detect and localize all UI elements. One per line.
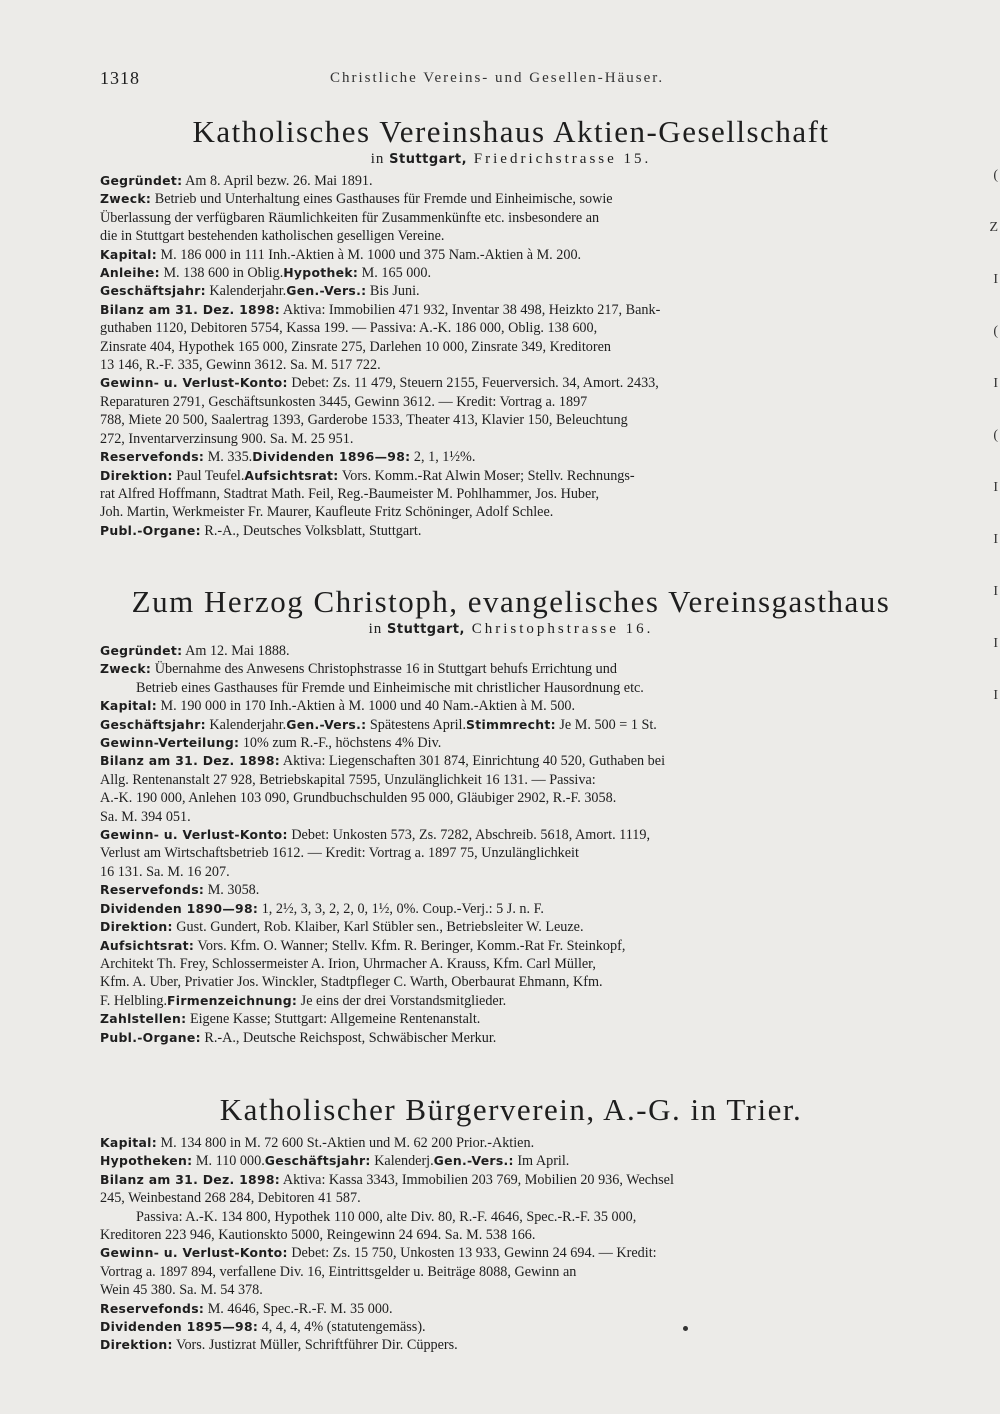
field-text: F. Helbling. xyxy=(100,992,168,1009)
field-label: Publ.-Organe: xyxy=(100,522,201,538)
field-label: Direktion: xyxy=(100,919,173,935)
field-text: M. 4646, Spec.-R.-F. M. 35 000. xyxy=(204,1300,393,1317)
entry-title: Katholischer Bürgerverein, A.-G. in Trier. xyxy=(219,1092,803,1127)
text-line xyxy=(100,771,922,789)
field-label: Bilanz am 31. Dez. 1898: xyxy=(100,753,281,769)
field-text: Vors. Justizrat Müller, Schriftführer Dir. Cüppers. xyxy=(172,1337,458,1354)
field-label: Hypotheken: xyxy=(100,1153,193,1169)
field-text: 2, 1, 1½%. xyxy=(410,449,476,466)
text-line xyxy=(100,642,922,660)
text-line xyxy=(100,356,922,374)
field-text: die in Stuttgart bestehenden katholischen geselligen Vereine. xyxy=(100,228,445,245)
field-text: A.-K. 190 000, Anlehen 103 090, Grundbuchschulden 95 000, Gläubiger 2902, R.-F. 3058. xyxy=(100,790,617,807)
entry-zum-herzog-christoph xyxy=(100,584,922,1047)
field-text: Aktiva: Liegenschaften 301 874, Einrichtung 40 520, Guthaben bei xyxy=(280,753,666,770)
text-line xyxy=(100,374,922,392)
entry-body xyxy=(100,1134,922,1355)
field-text: 788, Miete 20 500, Saalertrag 1393, Garderobe 1533, Theater 413, Klavier 150, Beleuchtung xyxy=(100,412,628,429)
field-label: Gewinn- u. Verlust-Konto: xyxy=(100,1245,288,1261)
entry-body xyxy=(100,642,922,1047)
text-line xyxy=(100,789,922,807)
adjacent-page-edge-marks xyxy=(984,150,998,722)
text-line xyxy=(100,992,922,1010)
text-line xyxy=(100,918,922,936)
field-label: Aufsichtsrat: xyxy=(244,467,339,483)
text-line xyxy=(100,282,922,300)
text-line xyxy=(100,1263,922,1281)
field-text: 10% zum R.-F., höchstens 4% Div. xyxy=(239,735,442,752)
field-label: Dividenden 1895—98: xyxy=(100,1319,259,1335)
text-line xyxy=(100,319,922,337)
entry-body xyxy=(100,172,922,540)
text-line xyxy=(100,716,922,734)
field-label: Gen.-Vers.: xyxy=(286,716,367,732)
field-label: Gewinn- u. Verlust-Konto: xyxy=(100,827,288,843)
edge-mark: I xyxy=(993,688,998,703)
text-line xyxy=(100,660,922,678)
field-text: M. 3058. xyxy=(204,882,260,899)
text-line xyxy=(100,1189,922,1207)
field-label: Reservefonds: xyxy=(100,882,205,898)
field-text: Gust. Gundert, Rob. Klaiber, Karl Stübler sen., Betriebsleiter W. Leuze. xyxy=(172,919,584,936)
field-label: Gen.-Vers.: xyxy=(433,1153,514,1169)
field-label: Dividenden 1890—98: xyxy=(100,900,259,916)
field-text: Reparaturen 2791, Geschäftsunkosten 3445, Gewinn 3612. — Kredit: Vortrag a. 1897 xyxy=(100,393,588,410)
field-text: Vors. Komm.-Rat Alwin Moser; Stellv. Rechnungs- xyxy=(338,467,635,484)
field-text: Debet: Zs. 15 750, Unkosten 13 933, Gewinn 24 694. — Kredit: xyxy=(287,1245,657,1262)
field-text: Spätestens April. xyxy=(366,716,467,733)
field-text: M. 186 000 in 111 Inh.-Aktien à M. 1000 und 375 Nam.-Aktien à M. 200. xyxy=(156,246,582,263)
field-text: M. 165 000. xyxy=(358,265,432,282)
text-line xyxy=(100,338,922,356)
field-label: Bilanz am 31. Dez. 1898: xyxy=(100,301,281,317)
field-text: M. 134 800 in M. 72 600 St.-Aktien und M. 62 200 Prior.-Aktien. xyxy=(156,1135,535,1151)
field-text: guthaben 1120, Debitoren 5754, Kassa 199. — Passiva: A.-K. 186 000, Oblig. 138 600, xyxy=(100,320,598,337)
edge-mark: I xyxy=(993,272,998,287)
field-label: Aufsichtsrat: xyxy=(100,937,195,953)
field-label: Zweck: xyxy=(100,661,152,677)
text-line xyxy=(100,1300,922,1318)
edge-mark: ( xyxy=(993,428,998,443)
field-text: Kfm. A. Uber, Privatier Jos. Winckler, Stadtpfleger C. Warth, Oberbaurat Ehmann, Kfm. xyxy=(100,974,603,991)
field-label: Anleihe: xyxy=(100,265,160,281)
print-speck xyxy=(683,1326,688,1331)
text-line xyxy=(100,1010,922,1028)
field-label: Gegründet: xyxy=(100,173,183,188)
field-text: R.-A., Deutsches Volksblatt, Stuttgart. xyxy=(200,522,422,539)
text-line xyxy=(100,808,922,826)
field-label: Gewinn- u. Verlust-Konto: xyxy=(100,375,288,391)
edge-mark: I xyxy=(993,532,998,547)
text-line xyxy=(100,467,922,485)
field-text: Zinsrate 404, Hypothek 165 000, Zinsrate 275, Darlehen 10 000, Zinsrate 349, Kreditoren xyxy=(100,338,612,355)
text-line xyxy=(100,301,922,319)
field-label: Stimmrecht: xyxy=(466,716,556,732)
entry-katholisches-vereinshaus xyxy=(100,114,922,540)
text-line xyxy=(100,209,922,227)
text-line xyxy=(100,264,922,282)
field-text: rat Alfred Hoffmann, Stadtrat Math. Feil, Reg.-Baumeister M. Pohlhammer, Jos. Huber, xyxy=(100,485,600,502)
field-label: Gewinn-Verteilung: xyxy=(100,735,240,751)
field-text: Verlust am Wirtschaftsbetrieb 1612. — Kredit: Vortrag a. 1897 75, Unzulänglichkeit xyxy=(100,845,579,862)
field-text: Je M. 500 = 1 St. xyxy=(555,716,657,733)
edge-mark: I xyxy=(993,376,998,391)
field-label: Publ.-Organe: xyxy=(100,1029,201,1045)
text-line xyxy=(100,1152,922,1170)
text-line xyxy=(100,430,922,448)
text-line xyxy=(100,172,922,190)
field-text: Überlassung der verfügbaren Räumlichkeiten für Zusammenkünfte etc. insbesondere an xyxy=(100,209,600,226)
text-line xyxy=(100,1208,922,1226)
edge-mark: ( xyxy=(993,324,998,339)
field-label: Bilanz am 31. Dez. 1898: xyxy=(100,1171,281,1187)
edge-mark: I xyxy=(993,480,998,495)
field-label: Direktion: xyxy=(100,467,173,483)
field-label: Direktion: xyxy=(100,1337,173,1353)
field-text: Aktiva: Kassa 3343, Immobilien 203 769, Mobilien 20 936, Wechsel xyxy=(280,1171,674,1188)
text-line xyxy=(100,900,922,918)
field-text: Joh. Martin, Werkmeister Fr. Maurer, Kaufleute Fritz Schöninger, Adolf Schlee. xyxy=(100,504,554,521)
text-line xyxy=(100,1171,922,1189)
field-text: Passiva: A.-K. 134 800, Hypothek 110 000, alte Div. 80, R.-F. 4646, Spec.-R.-F. 35 000, xyxy=(136,1208,637,1225)
text-line xyxy=(100,881,922,899)
field-text: Kalenderjahr. xyxy=(205,716,287,733)
text-line xyxy=(100,1029,922,1047)
field-text: 16 131. Sa. M. 16 207. xyxy=(100,863,230,880)
field-text: Vortrag a. 1897 894, verfallene Div. 16, Eintrittsgelder u. Beiträge 8088, Gewinn an xyxy=(100,1263,577,1280)
text-line xyxy=(100,973,922,991)
field-text: 1, 2½, 3, 3, 2, 2, 0, 1½, 0%. Coup.-Verj.: 5 J. n. F. xyxy=(258,900,544,917)
text-line xyxy=(100,863,922,881)
entry-location: in Stuttgart, Friedrichstrasse 15. xyxy=(370,151,652,167)
field-text: M. 335. xyxy=(204,449,253,466)
field-text: Debet: Zs. 11 479, Steuern 2155, Feuerversich. 34, Amort. 2433, xyxy=(287,375,659,392)
field-text: M. 138 600 in Oblig. xyxy=(159,265,284,282)
field-text: Betrieb eines Gasthauses für Fremde und Einheimische mit christlicher Hausordnung etc. xyxy=(136,679,644,696)
field-text: Bis Juni. xyxy=(366,283,420,300)
field-label: Zweck: xyxy=(100,191,152,207)
field-label: Kapital: xyxy=(100,698,157,714)
field-label: Geschäftsjahr: xyxy=(100,716,206,732)
text-line xyxy=(100,679,922,697)
text-line xyxy=(100,1226,922,1244)
edge-mark: Z xyxy=(989,220,998,235)
text-line xyxy=(100,246,922,264)
field-text: Im April. xyxy=(513,1153,570,1170)
field-text: 4, 4, 4, 4% (statutengemäss). xyxy=(258,1319,426,1336)
text-line xyxy=(100,752,922,770)
field-text: Allg. Rentenanstalt 27 928, Betriebskapital 7595, Unzulänglichkeit 16 131. — Passiva: xyxy=(100,771,596,788)
running-title: Christliche Vereins- und Gesellen-Häuser. xyxy=(330,70,665,86)
running-header xyxy=(100,68,920,92)
text-line xyxy=(100,411,922,429)
field-label: Gen.-Vers.: xyxy=(286,283,367,299)
field-label: Dividenden 1896—98: xyxy=(252,449,411,465)
field-text: R.-A., Deutsche Reichspost, Schwäbischer Merkur. xyxy=(200,1029,497,1046)
field-text: Betrieb und Unterhaltung eines Gasthauses für Fremde und Einheimische, sowie xyxy=(151,191,613,208)
entry-location: in Stuttgart, Christophstrasse 16. xyxy=(368,621,654,637)
field-label: Hypothek: xyxy=(283,265,359,281)
text-line xyxy=(100,448,922,466)
field-text: Übernahme des Anwesens Christophstrasse 16 in Stuttgart behufs Errichtung und xyxy=(151,661,617,678)
text-line xyxy=(100,1244,922,1262)
field-text: Aktiva: Immobilien 471 932, Inventar 38 498, Heizkto 217, Bank- xyxy=(280,301,661,318)
text-line xyxy=(100,227,922,245)
entry-katholischer-buergerverein xyxy=(100,1092,922,1355)
field-text: 272, Inventarverzinsung 900. Sa. M. 25 951. xyxy=(100,430,354,447)
field-text: Kalenderj. xyxy=(370,1153,434,1170)
text-line xyxy=(100,937,922,955)
text-line xyxy=(100,1281,922,1299)
field-text: 13 146, R.-F. 335, Gewinn 3612. Sa. M. 517 722. xyxy=(100,357,381,374)
field-text: Architekt Th. Frey, Schlossermeister A. Irion, Uhrmacher A. Krauss, Kfm. Carl Müller, xyxy=(100,955,596,972)
field-label: Reservefonds: xyxy=(100,1300,205,1316)
text-line xyxy=(100,844,922,862)
field-text: Am 12. Mai 1888. xyxy=(182,643,290,659)
field-text: Sa. M. 394 051. xyxy=(100,808,191,825)
field-text: M. 110 000. xyxy=(192,1153,265,1170)
field-text: 245, Weinbestand 268 284, Debitoren 41 587. xyxy=(100,1190,361,1207)
field-text: Debet: Unkosten 573, Zs. 7282, Abschreib. 5618, Amort. 1119, xyxy=(287,827,651,844)
text-line xyxy=(100,1134,922,1152)
field-text: Kalenderjahr. xyxy=(205,283,287,300)
field-text: Wein 45 380. Sa. M. 54 378. xyxy=(100,1282,263,1299)
field-label: Geschäftsjahr: xyxy=(264,1153,371,1169)
field-label: Reservefonds: xyxy=(100,449,205,465)
field-label: Kapital: xyxy=(100,1135,157,1150)
field-label: Gegründet: xyxy=(100,643,183,658)
edge-mark: I xyxy=(993,636,998,651)
text-line xyxy=(100,1318,922,1336)
field-text: Kreditoren 223 946, Kautionskto 5000, Reingewinn 24 694. Sa. M. 538 166. xyxy=(100,1227,536,1244)
entry-title: Katholisches Vereinshaus Aktien-Gesellschaft xyxy=(192,114,830,149)
edge-mark: I xyxy=(993,584,998,599)
field-text: Paul Teufel. xyxy=(172,467,245,484)
field-label: Kapital: xyxy=(100,246,157,262)
page-number: 1318 xyxy=(100,68,140,88)
field-text: Je eins der drei Vorstandsmitglieder. xyxy=(297,992,507,1009)
field-label: Zahlstellen: xyxy=(100,1011,187,1027)
text-line xyxy=(100,190,922,208)
text-line xyxy=(100,734,922,752)
edge-mark: ( xyxy=(993,168,998,183)
text-line xyxy=(100,697,922,715)
entry-title: Zum Herzog Christoph, evangelisches Vereinsgasthaus xyxy=(131,584,891,619)
field-label: Firmenzeichnung: xyxy=(167,992,298,1008)
text-line xyxy=(100,503,922,521)
text-line xyxy=(100,393,922,411)
field-label: Geschäftsjahr: xyxy=(100,283,206,299)
text-line xyxy=(100,1336,922,1354)
text-line xyxy=(100,485,922,503)
field-text: Am 8. April bezw. 26. Mai 1891. xyxy=(182,173,373,189)
field-text: Vors. Kfm. O. Wanner; Stellv. Kfm. R. Beringer, Komm.-Rat Fr. Steinkopf, xyxy=(194,937,626,954)
text-line xyxy=(100,522,922,540)
field-text: Eigene Kasse; Stuttgart: Allgemeine Rentenanstalt. xyxy=(186,1011,481,1028)
field-text: M. 190 000 in 170 Inh.-Aktien à M. 1000 und 40 Nam.-Aktien à M. 500. xyxy=(156,698,576,715)
text-line xyxy=(100,955,922,973)
text-line xyxy=(100,826,922,844)
